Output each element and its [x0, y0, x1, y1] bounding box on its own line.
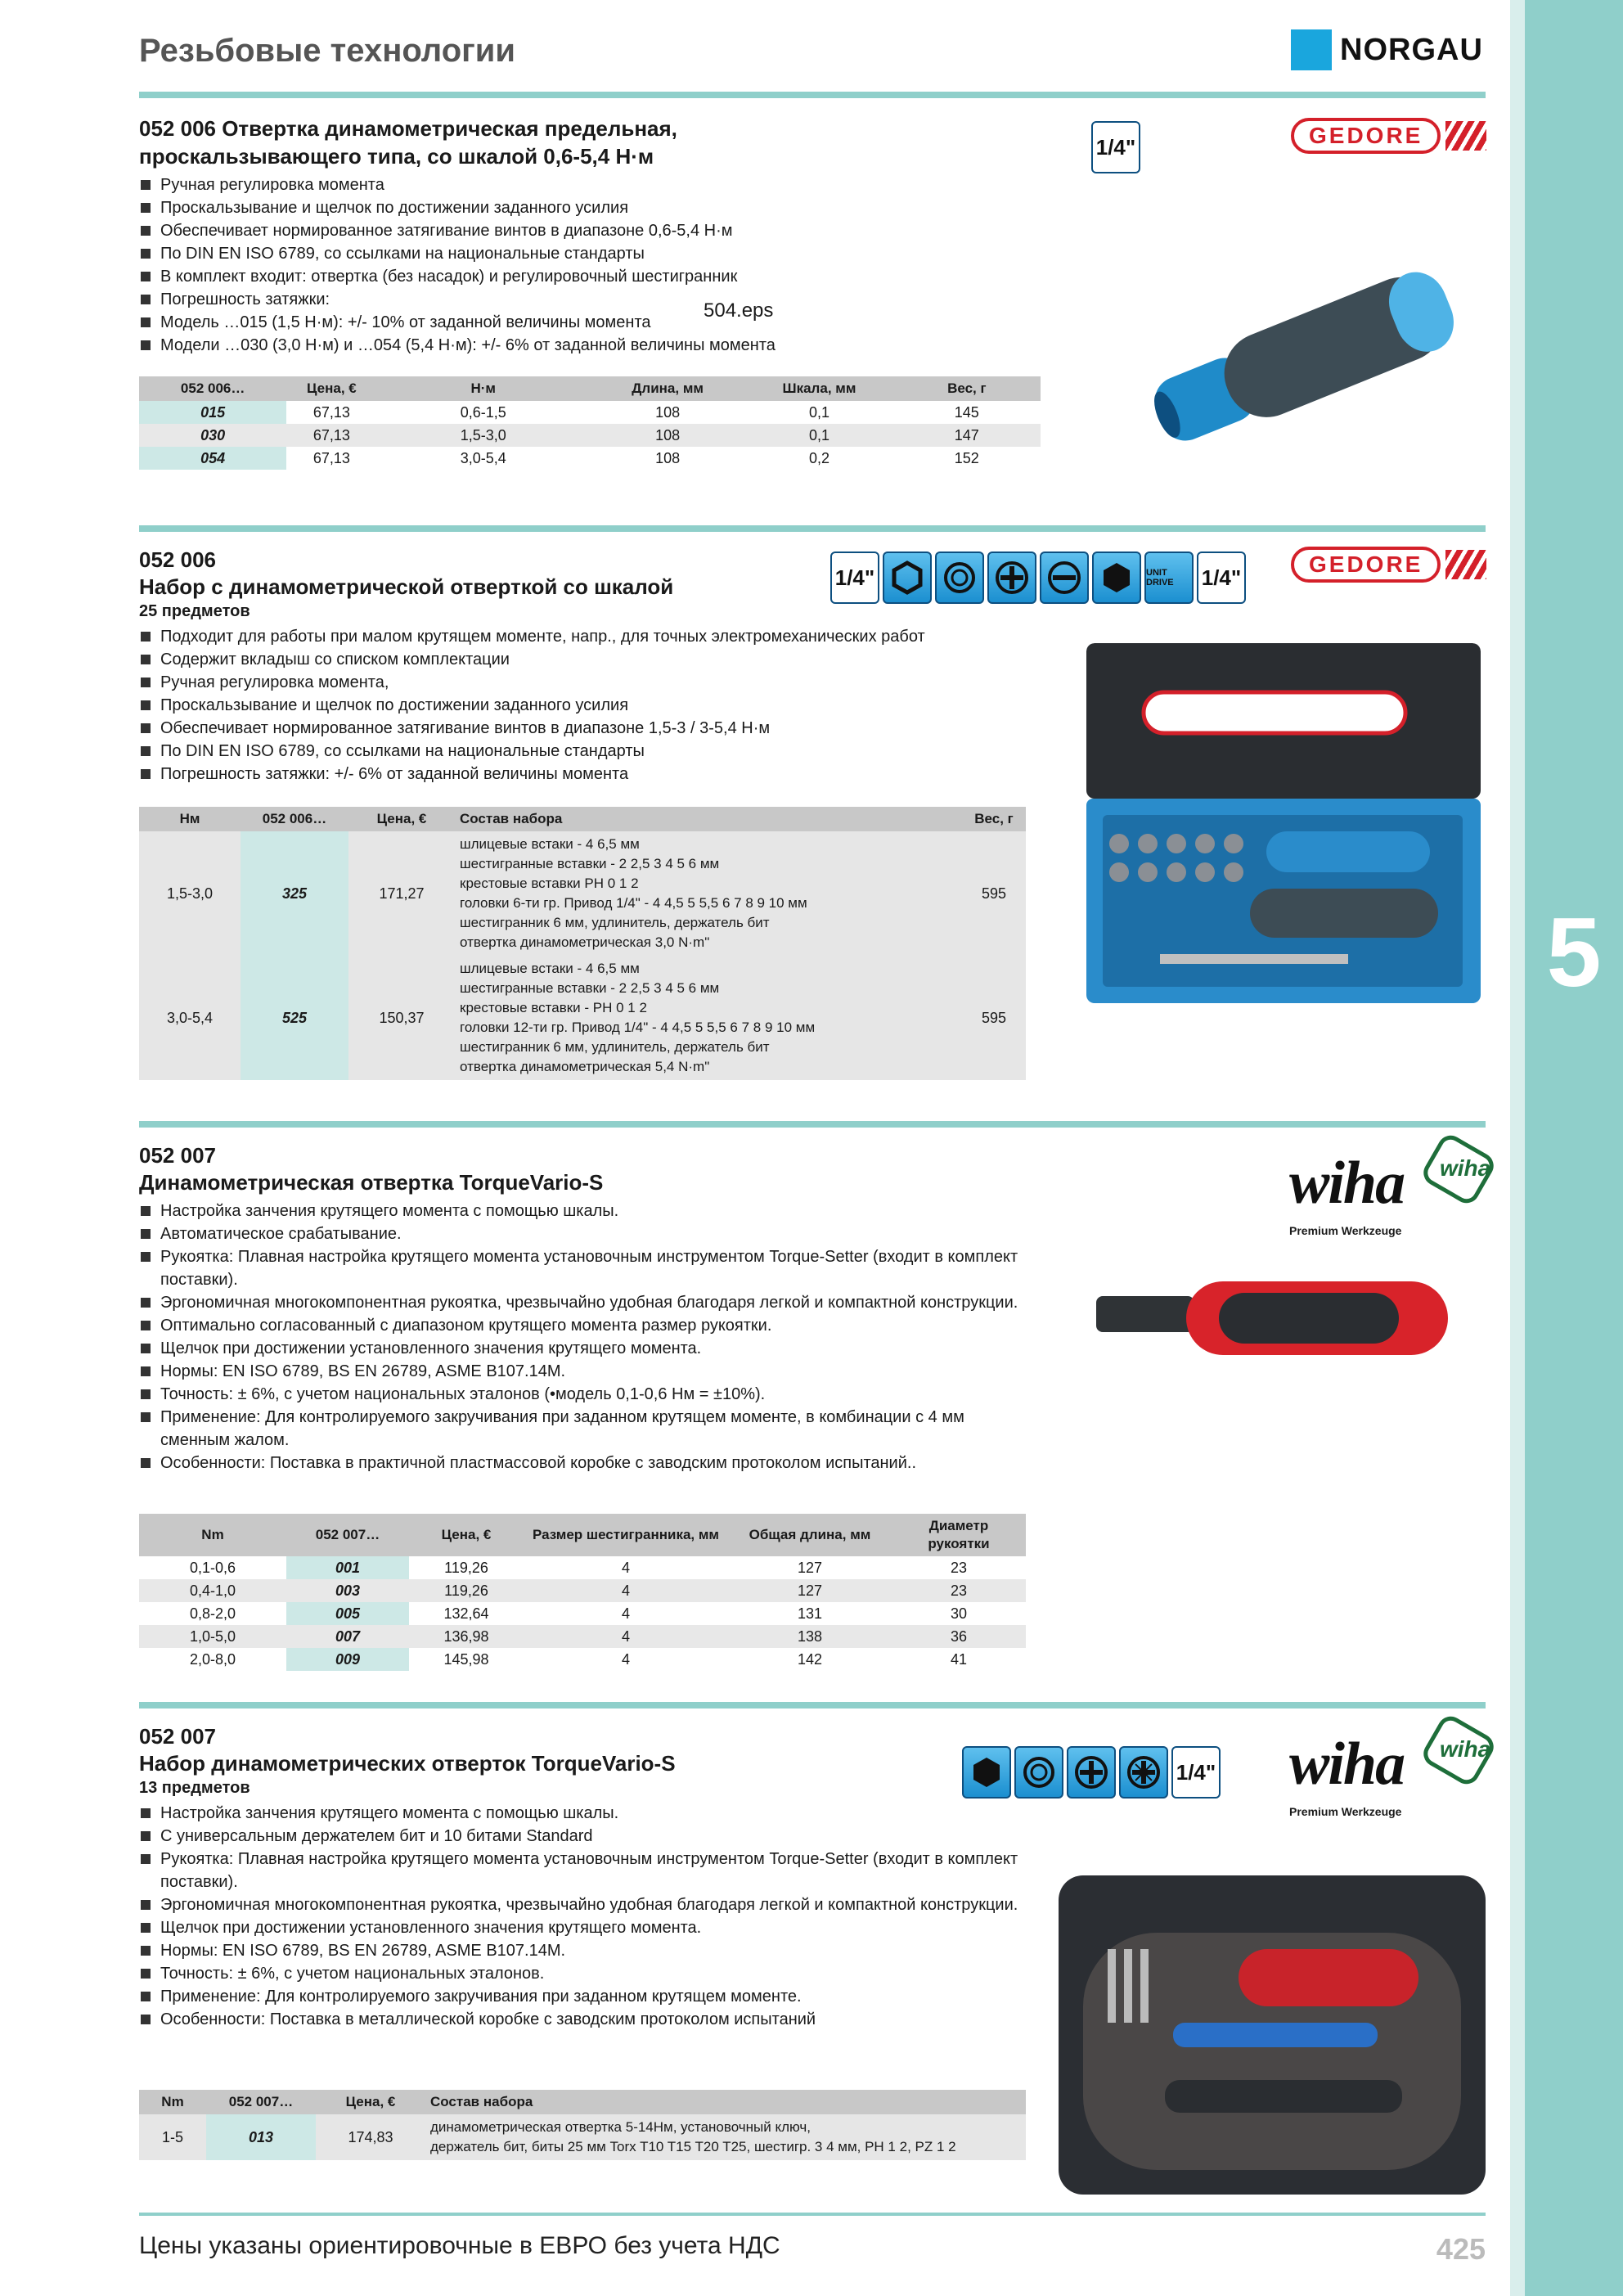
page-title: Резьбовые технологии [139, 33, 515, 69]
table-cell: 1,5-3,0 [139, 831, 241, 956]
table-row [139, 1602, 1026, 1625]
table-cell: 67,13 [286, 424, 376, 447]
table-cell: 525 [241, 956, 348, 1080]
table-cell: 0,4-1,0 [139, 1579, 286, 1602]
table-cell: 003 [286, 1579, 409, 1602]
table-cell: 171,27 [348, 831, 455, 956]
table-row [139, 424, 1041, 447]
table-cell: 015 [139, 401, 286, 424]
feature-item: Настройка занчения крутящего момента с помощью шкалы. [139, 1802, 1031, 1825]
table-header: Н·м [377, 376, 590, 401]
table-cell: 0,2 [808, 450, 829, 466]
composition-line: шестигранные вставки - 2 2,5 3 4 5 6 мм [460, 980, 720, 996]
minus-icon [1040, 551, 1089, 604]
feature-item: Подходит для работы при малом крутящем моменте, напр., для точных электромеханических работ [139, 625, 1486, 648]
table-cell: 0,1 [808, 404, 829, 421]
table-cell: 4 [524, 1625, 728, 1648]
composition-line: держатель бит, биты 25 мм Torx T10 T15 T20 T25, шестигр. 3 4 мм, PH 1 2, PZ 1 2 [430, 2139, 956, 2154]
table-cell: 005 [286, 1602, 409, 1625]
feature-item: По DIN EN ISO 6789, со ссылками на национальные стандарты [139, 740, 1486, 763]
feature-item: Рукоятка: Плавная настройка крутящего момента установочным инструментом Torque-Setter (входит в комплект поставки). [139, 1848, 1031, 1893]
product-title: Динамометрическая отвертка TorqueVario-S [139, 1170, 604, 1195]
feature-item: Рукоятка: Плавная настройка крутящего момента установочным инструментом Torque-Setter (входит в комплект поставки). [139, 1245, 1031, 1291]
feature-item: Эргономичная многокомпонентная рукоятка, чрезвычайно удобная благодаря легкой и компактной конструкции. [139, 1893, 1031, 1916]
table-cell: 41 [950, 1651, 968, 1668]
pozi-icon [1119, 1746, 1168, 1799]
table-cell: 145 [954, 404, 979, 421]
table-cell: 030 [139, 424, 286, 447]
table-header: Вес, г [893, 376, 1041, 401]
table-cell: 4 [621, 1651, 630, 1668]
spec-table-3 [139, 1514, 1026, 1671]
table-cell: 119,26 [444, 1560, 488, 1576]
feature-item: Проскальзывание и щелчок по достижении заданного усилия [139, 196, 1486, 219]
feature-item: Нормы: EN ISO 6789, BS EN 26789, ASME B107.14M. [139, 1360, 1031, 1383]
feature-item: По DIN EN ISO 6789, со ссылками на национальные стандарты [139, 242, 1486, 265]
table-header: 052 007… [206, 2090, 316, 2114]
table-header: Диаметр рукоятки [892, 1514, 1026, 1556]
quarter-inch-icon: 1/4" [1171, 1746, 1221, 1799]
table-header: Цена, € [348, 807, 455, 831]
table-header: 052 006… [139, 376, 286, 401]
table-header: Состав набора [455, 807, 962, 831]
feature-item: Погрешность затяжки: [139, 288, 1486, 311]
table-cell: 152 [954, 450, 979, 466]
table-row [139, 1579, 1026, 1602]
composition-line: динамометрическая отвертка 5-14Нм, установочный ключ, [430, 2119, 811, 2135]
file-note: 504.eps [704, 299, 774, 322]
table-cell: 127 [728, 1579, 892, 1602]
footer-note: Цены указаны ориентировочные в ЕВРО без учета НДС [139, 2232, 780, 2259]
feature-list [139, 1802, 1031, 2031]
table-cell: 4 [524, 1579, 728, 1602]
divider [139, 1121, 1486, 1128]
table-header: Цена, € [286, 376, 376, 401]
table-cell: 1,5-3,0 [377, 424, 590, 447]
feature-item: Ручная регулировка момента [139, 173, 1486, 196]
table-cell: 2,0-8,0 [189, 1651, 236, 1668]
divider [139, 525, 1486, 532]
composition-line: крестовые вставки PH 0 1 2 [460, 876, 639, 891]
table-cell: 0,6-1,5 [460, 404, 506, 421]
table-header: Длина, мм [590, 376, 745, 401]
feature-item: В комплект входит: отвертка (без насадок) и регулировочный шестигранник [139, 265, 1486, 288]
feature-item: Содержит вкладыш со списком комплектации [139, 648, 1486, 671]
plus-icon [987, 551, 1036, 604]
composition-line: отвертка динамометрическая 3,0 N·m" [460, 934, 710, 950]
gedore-logo: GEDORE [1291, 547, 1486, 583]
table-cell: 4 [621, 1605, 630, 1622]
side-tab [1525, 0, 1623, 2296]
composition-line: шлицевые встаки - 4 6,5 мм [460, 836, 640, 852]
table-cell: 142 [797, 1651, 823, 1668]
table-cell: 3,0-5,4 [460, 450, 506, 466]
drive-icons [1091, 121, 1140, 173]
table-cell: 145,98 [443, 1651, 489, 1668]
norgau-square-icon [1291, 29, 1332, 70]
composition-line: крестовые вставки - PH 0 1 2 [460, 1000, 647, 1015]
composition-line: головки 6-ти гр. Привод 1/4" - 4 4,5 5 5,5 6 7 8 9 10 мм [460, 895, 807, 911]
table-header: Размер шестигранника, мм [524, 1514, 728, 1556]
table-row [139, 831, 1026, 956]
product-title: Набор динамометрических отверток TorqueVario-S [139, 1751, 676, 1776]
table-cell: 054 [139, 447, 286, 470]
table-cell: 108 [590, 424, 745, 447]
feature-item: Эргономичная многокомпонентная рукоятка, чрезвычайно удобная благодаря легкой и компактной конструкции. [139, 1291, 1031, 1314]
spec-table-1 [139, 376, 1041, 470]
plus-icon [1067, 1746, 1116, 1799]
table-row [139, 401, 1041, 424]
table-row [139, 2114, 1026, 2160]
table-cell: 007 [286, 1625, 409, 1648]
table-cell: 67,13 [312, 404, 350, 421]
table-cell [455, 956, 962, 1080]
table-header: Нм [139, 807, 241, 831]
table-cell: 0,1 [745, 424, 892, 447]
side-strip [1510, 0, 1525, 2296]
feature-item: Щелчок при достижении установленного значения крутящего момента. [139, 1337, 1031, 1360]
table-cell: 147 [893, 424, 1041, 447]
table-cell: 23 [892, 1579, 1026, 1602]
table-header: Общая длина, мм [728, 1514, 892, 1556]
quarter-inch-icon: 1/4" [830, 551, 879, 604]
chapter-number: 5 [1546, 898, 1602, 1007]
drive-icons [830, 551, 1246, 604]
wiha-screwdriver-image [1088, 1265, 1472, 1371]
feature-item: Модели …030 (3,0 Н·м) и …054 (5,4 Н·м): +/- 6% от заданной величины момента [139, 334, 1486, 357]
product-code: 052 007 [139, 1724, 216, 1749]
divider [139, 1702, 1486, 1708]
spec-table-2 [139, 807, 1026, 1080]
table-cell: 0,8-2,0 [189, 1605, 236, 1622]
feature-item: Точность: ± 6%, с учетом национальных эталонов (•модель 0,1-0,6 Нм = ±10%). [139, 1383, 1031, 1406]
feature-item: Применение: Для контролируемого закручивания при заданном крутящем моменте. [139, 1985, 1031, 2008]
table-cell: 1-5 [139, 2114, 206, 2160]
table-header: Шкала, мм [745, 376, 892, 401]
hex-solid-icon [962, 1746, 1011, 1799]
feature-item: Обеспечивает нормированное затягивание винтов в диапазоне 0,6-5,4 Н·м [139, 219, 1486, 242]
table-cell: 108 [655, 450, 681, 466]
feature-item: Ручная регулировка момента, [139, 671, 1486, 694]
table-cell: 136,98 [409, 1625, 524, 1648]
norgau-logo: NORGAU [1291, 29, 1483, 70]
feature-item: Оптимально согласованный с диапазоном крутящего момента размер рукоятки. [139, 1314, 1031, 1337]
item-count: 25 предметов [139, 602, 250, 620]
table-cell: 4 [621, 1560, 630, 1576]
table-header: Цена, € [316, 2090, 425, 2114]
table-row [139, 1648, 1026, 1671]
feature-item: Нормы: EN ISO 6789, BS EN 26789, ASME B107.14M. [139, 1939, 1031, 1962]
table-header: Состав набора [425, 2090, 1026, 2114]
table-row [139, 447, 1041, 470]
table-cell: 108 [655, 404, 681, 421]
feature-item: Особенности: Поставка в металлической коробке с заводским протоколом испытаний [139, 2008, 1031, 2031]
table-cell: 013 [206, 2114, 316, 2160]
table-cell: 595 [962, 831, 1026, 956]
torque-screwdriver-image [1129, 213, 1472, 491]
feature-item: С универсальным держателем бит и 10 битами Standard [139, 1825, 1031, 1848]
feature-item: Погрешность затяжки: +/- 6% от заданной величины момента [139, 763, 1486, 786]
table-row [139, 1625, 1026, 1648]
feature-item: Особенности: Поставка в практичной пластмассовой коробке с заводским протоколом испытаний.. [139, 1452, 1031, 1474]
table-row [139, 1556, 1026, 1579]
wiha-logo: wiha wiha Premium Werkzeuge [1289, 1723, 1502, 1821]
feature-item: Точность: ± 6%, с учетом национальных эталонов. [139, 1962, 1031, 1985]
table-cell: 23 [950, 1560, 968, 1576]
feature-item: Обеспечивает нормированное затягивание винтов в диапазоне 1,5-3 / 3-5,4 Н·м [139, 717, 1486, 740]
table-cell: 67,13 [312, 450, 350, 466]
table-header: Вес, г [962, 807, 1026, 831]
table-cell: 132,64 [443, 1605, 489, 1622]
table-cell: 131 [797, 1605, 823, 1622]
table-header: 052 007… [286, 1514, 409, 1556]
product-code: 052 007 [139, 1143, 216, 1168]
feature-list [139, 1200, 1031, 1474]
feature-item: Проскальзывание и щелчок по достижении заданного усилия [139, 694, 1486, 717]
table-cell: 3,0-5,4 [139, 956, 241, 1080]
feature-item: Настройка занчения крутящего момента с помощью шкалы. [139, 1200, 1031, 1222]
item-count: 13 предметов [139, 1779, 250, 1797]
composition-line: отвертка динамометрическая 5,4 N·m" [460, 1059, 710, 1074]
wiha-set-case-image [1059, 1875, 1486, 2195]
product-code: 052 006 [139, 547, 216, 572]
table-row [139, 956, 1026, 1080]
product-title: 052 006 Отвертка динамометрическая предельная, [139, 116, 677, 141]
spec-table-4 [139, 2090, 1026, 2160]
hex-solid-icon [1092, 551, 1141, 604]
table-cell: 36 [892, 1625, 1026, 1648]
wiha-logo: wiha wiha Premium Werkzeuge [1289, 1142, 1502, 1240]
table-cell: 127 [797, 1560, 823, 1576]
screwdriver-set-case-image [1086, 643, 1481, 1003]
gedore-logo: GEDORE [1291, 118, 1486, 154]
table-cell: 138 [728, 1625, 892, 1648]
table-header: 052 006… [241, 807, 348, 831]
quarter-inch-icon: 1/4" [1197, 551, 1246, 604]
table-cell: 150,37 [348, 956, 455, 1080]
feature-item: Модель …015 (1,5 Н·м): +/- 10% от заданной величины момента [139, 311, 1486, 334]
table-cell: 595 [962, 956, 1026, 1080]
divider [139, 92, 1486, 98]
drive-icons [962, 1746, 1221, 1799]
composition-line: шестигранные вставки - 2 2,5 3 4 5 6 мм [460, 856, 720, 871]
divider [139, 2213, 1486, 2216]
table-cell [455, 831, 962, 956]
table-cell: 001 [286, 1556, 409, 1579]
torx-icon [935, 551, 984, 604]
table-cell: 009 [286, 1648, 409, 1671]
table-cell: 0,1-0,6 [189, 1560, 236, 1576]
table-header: Цена, € [409, 1514, 524, 1556]
composition-line: шлицевые встаки - 4 6,5 мм [460, 961, 640, 976]
feature-item: Щелчок при достижении установленного значения крутящего момента. [139, 1916, 1031, 1939]
composition-line: шестигранник 6 мм, удлинитель, держатель бит [460, 915, 770, 930]
hex-icon [883, 551, 932, 604]
quarter-inch-icon: 1/4" [1091, 121, 1140, 173]
table-header: Nm [139, 2090, 206, 2114]
torx-icon [1014, 1746, 1063, 1799]
product-title-2: проскальзывающего типа, со шкалой 0,6-5,4 Н·м [139, 144, 654, 169]
table-header: Nm [139, 1514, 286, 1556]
product-title: Набор с динамометрической отверткой со шкалой [139, 574, 674, 599]
table-cell: 174,83 [316, 2114, 425, 2160]
table-cell [425, 2114, 1026, 2160]
table-cell: 30 [950, 1605, 968, 1622]
feature-item: Применение: Для контролируемого закручивания при заданном крутящем моменте, в комбинации с 4 мм сменным жалом. [139, 1406, 1031, 1452]
composition-line: шестигранник 6 мм, удлинитель, держатель бит [460, 1039, 770, 1055]
unit-drive-icon: UNIT DRIVE [1144, 551, 1194, 604]
table-cell: 325 [241, 831, 348, 956]
table-cell: 119,26 [409, 1579, 524, 1602]
table-cell: 1,0-5,0 [139, 1625, 286, 1648]
page-number: 425 [1436, 2232, 1486, 2266]
feature-item: Автоматическое срабатывание. [139, 1222, 1031, 1245]
composition-line: головки 12-ти гр. Привод 1/4" - 4 4,5 5 5,5 6 7 8 9 10 мм [460, 1020, 816, 1035]
